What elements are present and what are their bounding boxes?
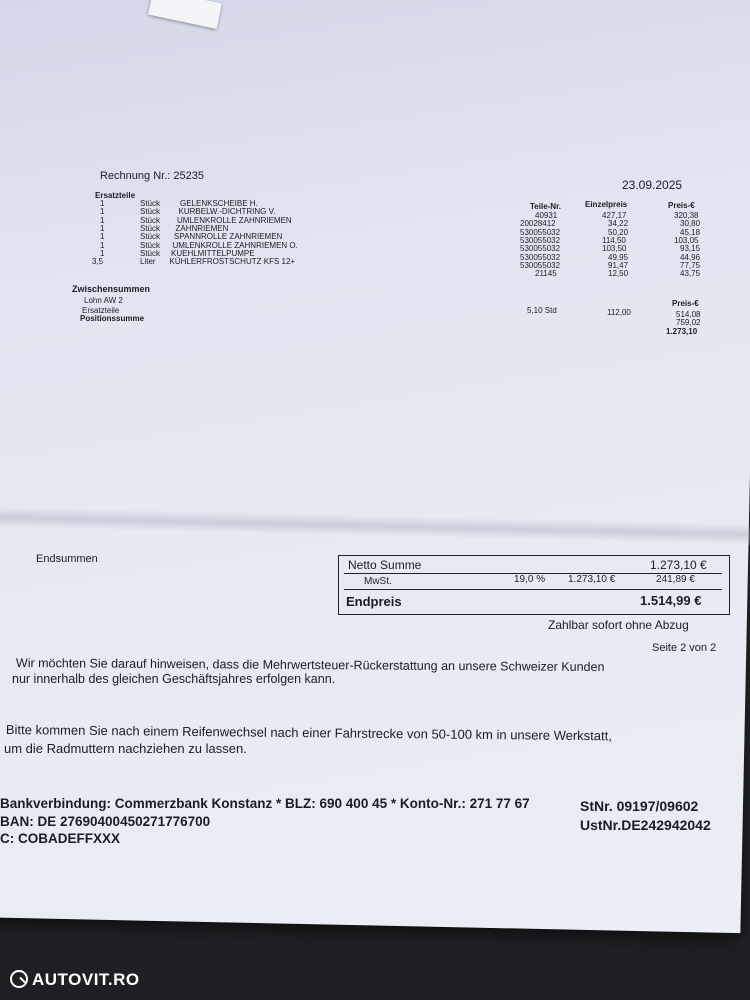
vat-value: 241,89 € — [656, 574, 695, 585]
item-price: 77,75 — [680, 260, 701, 270]
tire-note-line1: Bitte kommen Sie nach einem Reifenwechsel nach einer Fahrstrecke von 50-100 km in unsere Werkstatt, — [5, 722, 612, 744]
item-part-no: 530055032 — [520, 244, 561, 254]
item-unit: Stück — [140, 207, 161, 217]
vat-note-line1: Wir möchten Sie darauf hinweisen, dass die Mehrwertsteuer-Rückerstattung an unsere Schweizer Kunden — [15, 656, 605, 675]
item-description: UMLENKROLLE ZAHNRIEMEN — [177, 215, 292, 225]
item-price: 44,96 — [680, 252, 701, 262]
parts-subtotal-label: Ersatzteile — [82, 306, 120, 315]
item-description: ZAHNRIEMEN — [175, 223, 229, 233]
net-sum-value: 1.273,10 € — [650, 558, 707, 572]
item-qty: 1 — [100, 240, 105, 250]
col-unit-price-header: Einzelpreis — [585, 200, 628, 209]
item-description: SPANNROLLE ZAHNRIEMEN — [174, 232, 283, 242]
parts-total: 759,02 — [676, 318, 701, 327]
item-unit-price: 49,95 — [608, 252, 629, 262]
vat-note-line2: nur innerhalb des gleichen Geschäftsjahres erfolgen kann. — [12, 672, 336, 686]
item-price: 43,75 — [680, 269, 701, 279]
item-unit: Stück — [140, 232, 161, 242]
item-unit-price: 50,20 — [608, 227, 629, 237]
final-price-value: 1.514,99 € — [640, 593, 702, 608]
item-description: KURBELW.-DICHTRING V. — [178, 207, 276, 217]
watermark-logo — [10, 970, 140, 990]
watermark-text: AUTOVIT.RO — [32, 970, 140, 989]
item-description: UMLENKROLLE ZAHNRIEMEN O. — [172, 240, 298, 250]
final-price-label: Endpreis — [346, 594, 402, 609]
section-parts-title: Ersatzteile — [95, 191, 136, 200]
vat-base: 1.273,10 € — [568, 574, 616, 585]
item-unit: Stück — [140, 215, 161, 225]
item-qty: 1 — [100, 215, 105, 225]
subtotals-title: Zwischensummen — [72, 284, 151, 294]
item-qty: 1 — [100, 248, 105, 258]
item-qty: 1 — [100, 232, 105, 242]
payment-terms: Zahlbar sofort ohne Abzug — [548, 618, 689, 632]
item-part-no: 530055032 — [520, 260, 561, 270]
labor-rate: 112,00 — [607, 308, 631, 317]
item-qty: 3,5 — [92, 257, 104, 267]
item-unit-price: 114,50 — [602, 235, 626, 245]
tire-note-line2: um die Radmuttern nachziehen zu lassen. — [4, 741, 247, 756]
item-unit-price: 91,47 — [608, 260, 629, 270]
magnifier-icon — [10, 970, 28, 988]
position-sum-label: Positionssumme — [80, 314, 145, 323]
item-part-no: 21145 — [535, 269, 557, 279]
col-price-header: Preis-€ — [668, 201, 695, 210]
item-unit-price: 427,17 — [602, 211, 627, 220]
vat-id: UstNr.DE242942042 — [580, 817, 711, 833]
vat-rate: 19,0 % — [514, 574, 546, 585]
item-price: 320,38 — [674, 211, 699, 220]
item-price: 103,05 — [674, 235, 699, 245]
item-unit-price: 103,50 — [602, 244, 627, 254]
item-description: GELENKSCHEIBE H. — [180, 199, 258, 208]
item-qty: 1 — [100, 199, 105, 208]
item-unit: Liter — [140, 257, 156, 267]
invoice-date: 23.09.2025 — [622, 178, 683, 192]
page-info: Seite 2 von 2 — [652, 642, 717, 654]
labor-hours: 5,10 Std — [527, 306, 557, 315]
item-qty: 1 — [100, 207, 105, 217]
bic: C: COBADEFFXXX — [0, 831, 121, 846]
position-sum-value: 1.273,10 — [666, 327, 698, 336]
col-part-no-header: Teile-Nr. — [530, 202, 561, 211]
totals-section-label: Endsummen — [36, 553, 98, 565]
item-unit: Stück — [140, 199, 161, 208]
item-unit: Stück — [140, 240, 161, 250]
vat-label: MwSt. — [364, 576, 392, 587]
item-price: 93,15 — [680, 244, 701, 254]
item-part-no: 530055032 — [520, 227, 561, 237]
totals-divider-final — [344, 589, 722, 590]
item-price: 45,18 — [680, 227, 701, 237]
item-description: KUEHLMITTELPUMPE — [171, 248, 255, 258]
tax-number: StNr. 09197/09602 — [580, 798, 699, 814]
item-part-no: 530055032 — [520, 252, 561, 262]
item-unit-price: 12,50 — [608, 269, 629, 279]
item-unit: Stück — [140, 223, 161, 233]
labor-total: 514,08 — [676, 310, 701, 319]
item-part-no: 40931 — [535, 211, 558, 220]
item-qty: 1 — [100, 223, 105, 233]
item-part-no: 20028412 — [520, 219, 556, 229]
invoice-number: Rechnung Nr.: 25235 — [100, 170, 204, 182]
subtotals-price-header: Preis-€ — [672, 299, 699, 308]
item-unit: Stück — [140, 248, 161, 258]
item-price: 30,80 — [680, 219, 701, 229]
net-sum-label: Netto Summe — [348, 558, 422, 572]
bank-details: Bankverbindung: Commerzbank Konstanz * BLZ: 690 400 45 * Konto-Nr.: 271 77 67 — [0, 796, 530, 811]
iban: BAN: DE 27690400450271776700 — [0, 814, 211, 829]
item-unit-price: 34,22 — [608, 219, 629, 229]
item-part-no: 530055032 — [520, 235, 561, 245]
labor-label: Lohn AW 2 — [84, 296, 123, 305]
item-description: KÜHLERFROSTSCHUTZ KFS 12+ — [169, 257, 296, 267]
